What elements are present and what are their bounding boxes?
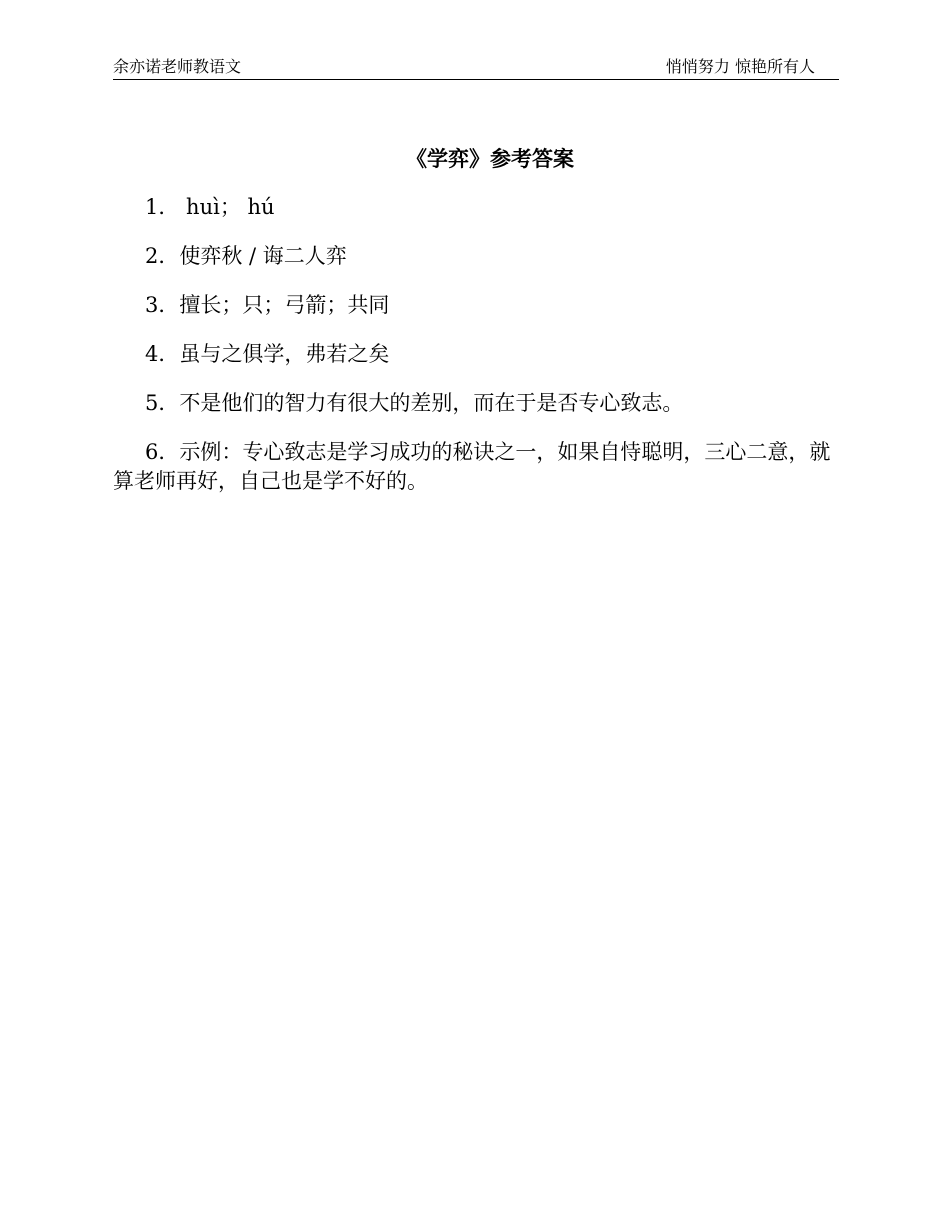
- answer-item-6: [113, 438, 839, 496]
- answer-text: 擅长；只；弓箭；共同: [179, 293, 390, 317]
- answer-number: 5．: [145, 391, 180, 415]
- answer-item-5: [113, 389, 839, 418]
- header-left-text: 余亦诺老师教语文: [113, 57, 242, 76]
- page-header: [113, 57, 839, 80]
- answer-text: 虽与之俱学，弗若之矣: [179, 342, 390, 366]
- answer-item-1: [113, 193, 839, 222]
- answer-number: 1．: [145, 195, 180, 219]
- header-right-text: 悄悄努力 惊艳所有人: [665, 57, 815, 76]
- answer-item-4: [113, 340, 839, 369]
- answer-text: 使弈秋 / 诲二人弈: [179, 244, 347, 268]
- answer-item-2: [113, 242, 839, 271]
- answer-number: 6．: [145, 440, 180, 464]
- answer-text: 示例：专心致志是学习成功的秘诀之一，如果自恃聪明，三心二意，就算老师再好，自己也是学不好的。: [113, 440, 831, 493]
- answer-text: huì； hú: [179, 195, 275, 219]
- answer-list: [113, 193, 839, 496]
- document-title: 《学弈》参考答案: [406, 146, 574, 171]
- answer-number: 4．: [145, 342, 180, 366]
- answer-number: 2．: [145, 244, 180, 268]
- answer-item-3: [113, 291, 839, 320]
- answer-number: 3．: [145, 293, 180, 317]
- answer-text: 不是他们的智力有很大的差别，而在于是否专心致志。: [179, 391, 684, 415]
